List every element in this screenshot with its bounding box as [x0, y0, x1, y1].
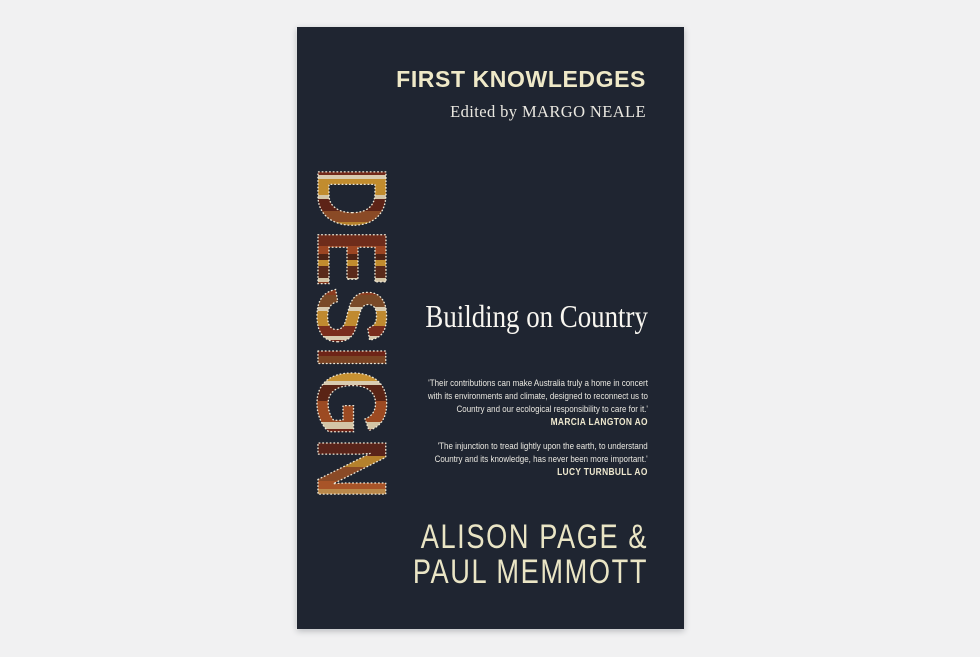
- endorsement-quote: [435, 440, 648, 479]
- quote-line: with its environments and climate, designed to reconnect us to: [427, 391, 648, 402]
- quote-line: Country and its knowledge, has never been more important.': [434, 454, 648, 465]
- design-title-text: DESIGN: [297, 166, 407, 542]
- design-wordmark: [297, 162, 407, 542]
- book-subtitle: Building on Country: [425, 298, 648, 334]
- quote-line: 'The injunction to tread lightly upon the earth, to understand: [437, 441, 648, 452]
- book-cover: [297, 27, 684, 629]
- quote-attribution: MARCIA LANGTON AO: [550, 417, 648, 428]
- series-title: FIRST KNOWLEDGES: [396, 66, 646, 92]
- author-line: ALISON PAGE &: [420, 518, 648, 556]
- quote-line: 'Their contributions can make Australia truly a home in concert: [428, 378, 648, 389]
- quote-attribution: LUCY TURNBULL AO: [557, 467, 648, 478]
- editor-credit: Edited by MARGO NEALE: [450, 102, 646, 121]
- endorsement-quote: [428, 377, 648, 429]
- author-names: [413, 520, 648, 590]
- author-line: PAUL MEMMOTT: [412, 553, 648, 591]
- series-header: [396, 68, 646, 121]
- quote-line: Country and our ecological responsibility to care for it.': [456, 404, 648, 415]
